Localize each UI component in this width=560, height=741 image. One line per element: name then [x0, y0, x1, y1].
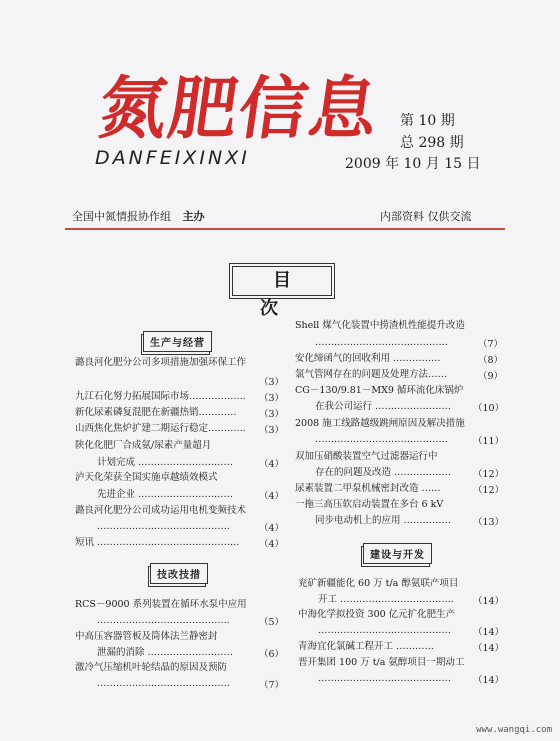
toc-page: （3）	[259, 409, 285, 420]
toc-page: （14）	[473, 596, 505, 607]
toc-heading: 目次	[232, 266, 332, 296]
toc-entry[interactable]: 兖矿新疆能化 60 万 t/a 醇氨联产项目	[298, 578, 459, 589]
toc-entry-cont[interactable]: 在我公司运行 ……………………	[315, 401, 452, 412]
toc-entry-cont[interactable]: ……………………………………	[315, 337, 448, 348]
toc-entry[interactable]: 潞良河化肥分公司多项措施加强环保工作	[75, 357, 247, 368]
issue-number: 第 10 期	[400, 113, 455, 129]
toc-page: （3）	[259, 377, 285, 388]
toc-page: （14）	[473, 675, 505, 686]
watermark: www.wangqi.com	[476, 725, 552, 735]
toc-entry[interactable]: 2008 施工线路越级跳闸原因及解决措施	[295, 418, 465, 429]
toc-entry[interactable]: 短讯 ………………………………………	[75, 537, 240, 548]
toc-entry[interactable]: 安化缔函气的回收利用 ……………	[295, 353, 441, 364]
toc-entry[interactable]: 泸天化荣获全国实施卓越绩效模式	[75, 472, 218, 483]
section-production: 生产与经营	[143, 331, 212, 352]
toc-entry[interactable]: 尿素装置二甲泵机械密封改造 ……	[295, 483, 441, 494]
toc-entry-cont[interactable]: 泄漏的消除 ………………………	[97, 647, 234, 658]
header-rule	[65, 228, 505, 230]
toc-page: （3）	[259, 425, 285, 436]
toc-entry-cont[interactable]: ……………………………………	[97, 615, 230, 626]
toc-entry[interactable]: 中高压容器管板及筒体法兰静密封	[75, 631, 218, 642]
toc-entry-cont[interactable]: ……………………………………	[318, 625, 451, 636]
toc-page: （11）	[473, 436, 505, 447]
publication-title: 氮肥信息	[93, 69, 385, 149]
toc-page: （4）	[259, 539, 285, 550]
toc-page: （9）	[478, 371, 504, 382]
toc-entry[interactable]: 潞良河化肥分公司成功运用电机变频技术	[75, 505, 247, 516]
toc-entry[interactable]: 九江石化努力拓展国际市场………………	[75, 391, 247, 402]
organizer-line	[72, 208, 205, 224]
toc-entry[interactable]: Shell 煤气化装置中捞渣机性能提升改造	[295, 320, 465, 331]
toc-entry[interactable]: 一拖三高压软启动装置在多台 6 kV	[295, 499, 444, 510]
publication-pinyin: DANFEIXINXI	[95, 147, 250, 169]
toc-entry-cont[interactable]: 同步电动机上的应用 ……………	[315, 515, 452, 526]
toc-entry[interactable]: 陕化化肥厂合成氨/尿素产量超月	[75, 440, 212, 451]
toc-page: （4）	[259, 491, 285, 502]
toc-entry-cont[interactable]: 存在的问题及改造 ………………	[315, 467, 452, 478]
toc-entry[interactable]: 激冷气压缩机叶轮结晶的原因及预防	[75, 662, 228, 673]
toc-page: （6）	[259, 649, 285, 660]
toc-entry[interactable]: CG－130/9.81－MX9 循环流化床锅炉	[295, 385, 464, 396]
toc-entry[interactable]: 晋开集团 100 万 t/a 氨醇项目一期动工	[298, 657, 465, 668]
toc-entry[interactable]: 中海化学拟投资 300 亿元扩化肥生产	[298, 609, 456, 620]
toc-page: （14）	[473, 643, 505, 654]
toc-entry-cont[interactable]: 先进企业 …………………………	[97, 489, 234, 500]
section-construction: 建设与开发	[363, 543, 432, 564]
toc-page: （14）	[473, 627, 505, 638]
toc-page: （5）	[259, 617, 285, 628]
toc-page: （12）	[473, 469, 505, 480]
organizer-role: 主办	[182, 210, 205, 223]
toc-page: （4）	[259, 523, 285, 534]
toc-entry-cont[interactable]: ……………………………………	[315, 434, 448, 445]
toc-entry-cont[interactable]: ……………………………………	[97, 521, 230, 532]
toc-page: （13）	[473, 517, 505, 528]
organizer-name: 全国中氮情报协作组	[72, 210, 171, 223]
toc-page: （12）	[473, 485, 505, 496]
toc-entry-cont[interactable]: 计划完成 …………………………	[97, 457, 234, 468]
toc-page: （10）	[473, 403, 505, 414]
toc-entry-cont[interactable]: 开工 ………………………………	[318, 594, 455, 605]
distribution-note: 内部资料 仅供交流	[380, 210, 472, 223]
toc-entry[interactable]: 新化尿素磷复混肥在新疆热销…………	[75, 407, 237, 418]
issue-date: 2009 年 10 月 15 日	[345, 156, 481, 172]
section-tech: 技改技措	[150, 563, 208, 584]
toc-entry-cont[interactable]: ……………………………………	[318, 673, 451, 684]
toc-entry-cont[interactable]: ……………………………………	[97, 678, 230, 689]
toc-entry[interactable]: 氯气管网存在的问题及处理方法……	[295, 369, 448, 380]
toc-entry[interactable]: 青海宜化氯碱工程开工 …………	[298, 641, 435, 652]
toc-entry[interactable]: 山西焦化焦炉扩建二期运行稳定…………	[75, 423, 247, 434]
toc-page: （7）	[478, 339, 504, 350]
toc-entry[interactable]: 双加压硝酸装置空气过滤器运行中	[295, 451, 438, 462]
toc-page: （8）	[478, 355, 504, 366]
toc-page: （7）	[259, 680, 285, 691]
total-issue-number: 总 298 期	[400, 135, 464, 151]
toc-page: （3）	[259, 393, 285, 404]
toc-page: （4）	[259, 459, 285, 470]
toc-entry[interactable]: RCS－9000 系列装置在循环水泵中应用	[75, 599, 247, 610]
